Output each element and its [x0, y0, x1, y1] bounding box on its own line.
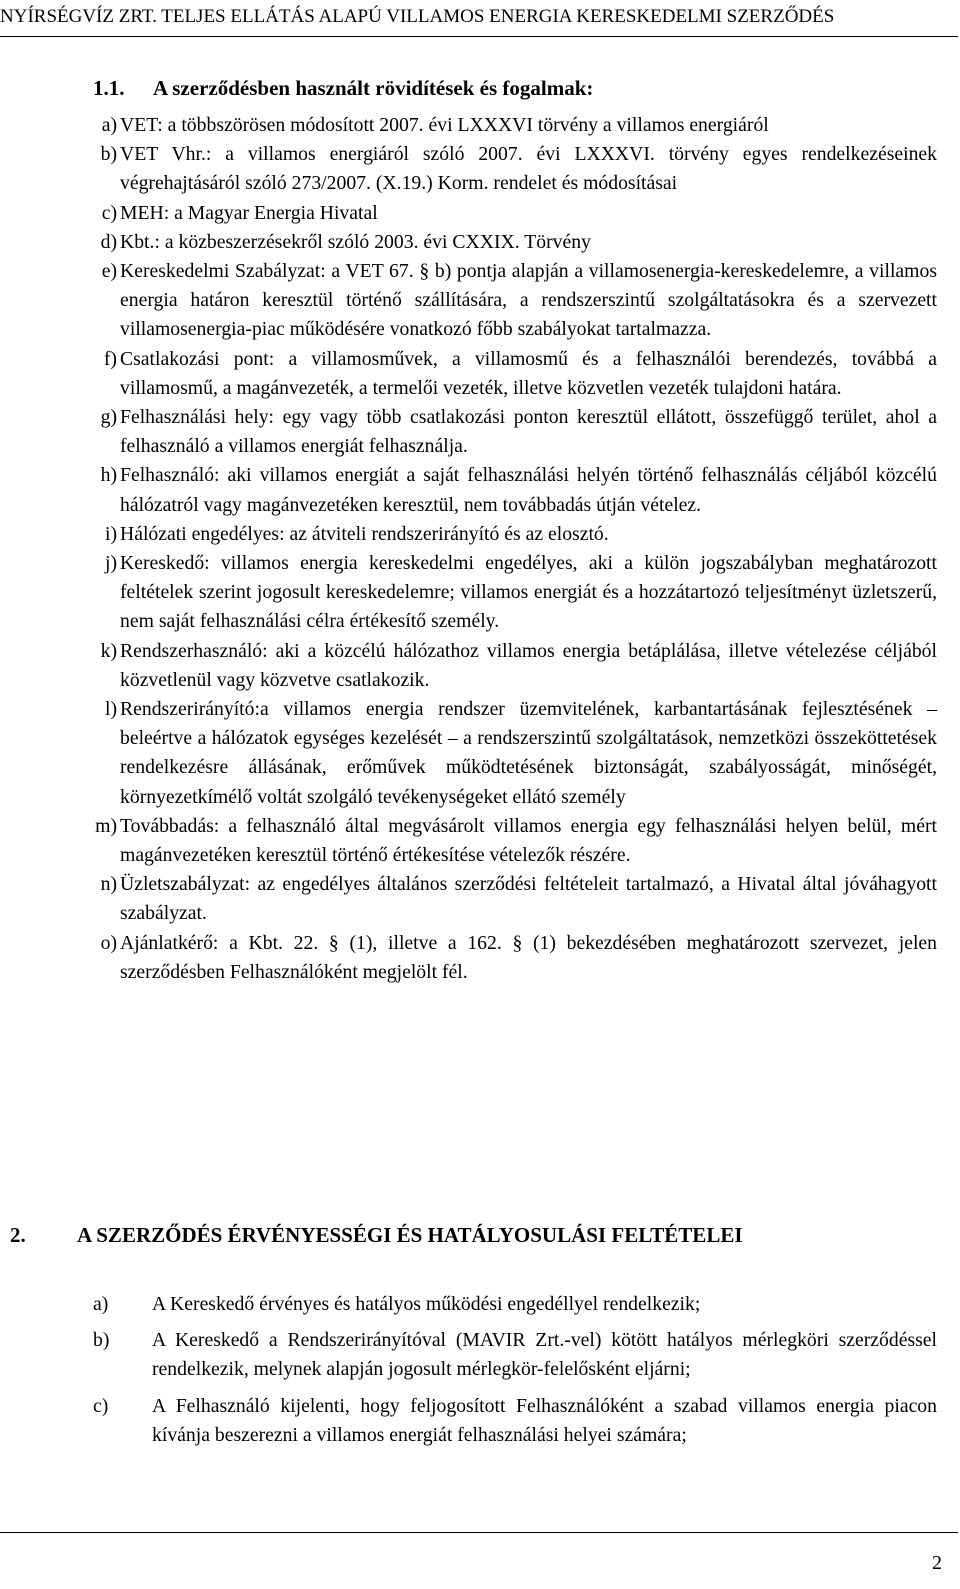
definition-item	[93, 228, 937, 257]
item-label: b)	[93, 1329, 110, 1352]
item-text: Felhasználó: aki villamos energiát a saját felhasználási helyén történő felhasználás céljából közcélú hálózatról vagy magánvezetéken keresztül, nem továbbadás útján vételez.	[120, 464, 937, 516]
item-label: k)	[100, 639, 117, 662]
item-label: c)	[93, 1394, 109, 1417]
item-text: Kereskedő: villamos energia kereskedelmi engedélyes, aki a külön jogszabályban meghatározott feltételek szerint jogosult kereskedelemre; villamos energiát és a hozzátartozó teljesítményt üzletszerű, nem saját felhasználási célra értékesítő személy.	[120, 552, 937, 633]
section-title: A SZERZŐDÉS ÉRVÉNYESSÉGI ÉS HATÁLYOSULÁSI FELTÉTELEI	[77, 1223, 743, 1247]
condition-item	[93, 1290, 937, 1319]
section-number: 1.1.	[93, 76, 125, 100]
item-label: d)	[100, 230, 117, 253]
section-heading-1-1	[93, 76, 593, 100]
item-text: Kbt.: a közbeszerzésekről szóló 2003. évi CXXIX. Törvény	[120, 230, 591, 253]
definition-item	[93, 111, 937, 140]
item-label: a)	[101, 114, 117, 136]
definition-item	[93, 461, 937, 519]
item-text: Ajánlatkérő: a Kbt. 22. § (1), illetve a 162. § (1) bekezdésében meghatározott szervezet, jelen szerződésben Felhasználóként megjelölt fél.	[120, 931, 937, 983]
item-text: A Kereskedő a Rendszerirányítóval (MAVIR Zrt.-vel) kötött hatályos mérlegköri szerződéssel rendelkezik, melynek alapján jogosult mérlegkör-felelősként eljárni;	[152, 1329, 937, 1381]
item-label: a)	[93, 1293, 109, 1315]
definition-item	[93, 812, 937, 870]
item-text: A Felhasználó kijelenti, hogy feljogosított Felhasználóként a szabad villamos energia piacon kívánja beszerezni a villamos energiát felhasználási helyei számára;	[152, 1394, 937, 1446]
definition-item	[93, 520, 937, 549]
item-label: b)	[100, 143, 117, 166]
item-label: l)	[104, 698, 117, 721]
item-text: Csatlakozási pont: a villamosművek, a villamosmű és a felhasználói berendezés, továbbá a villamosmű, a magánvezeték, a termelői vezeték, illetve közvetlen vezeték tulajdoni határa.	[120, 347, 937, 399]
conditions-list	[93, 1290, 937, 1457]
item-label: n)	[100, 873, 117, 896]
item-text: Rendszerirányító:a villamos energia rendszer üzemvitelének, karbantartásának fejlesztésének – beleértve a hálózatok egységes kezelését – a rendszerszintű szolgáltatások, nemzetközi összeköttetések rendelkezésre állásának, erőművek működtetésének biztonságát, szabályosságát, minőségét, környezetkímélő voltát szolgáló tevékenységeket ellátó személy	[120, 698, 937, 808]
item-text: VET: a többszörösen módosított 2007. évi LXXXVI törvény a villamos energiáról	[120, 114, 769, 136]
item-label: m)	[95, 814, 117, 837]
item-text: MEH: a Magyar Energia Hivatal	[120, 201, 378, 224]
definition-item	[93, 549, 937, 637]
definition-item	[93, 140, 937, 198]
footer-rule	[0, 1532, 958, 1533]
definition-item	[93, 870, 937, 928]
item-text: Hálózati engedélyes: az átviteli rendszerirányító és az elosztó.	[120, 522, 609, 545]
section-title: A szerződésben használt rövidítések és fogalmak:	[153, 76, 594, 100]
definition-item	[93, 929, 937, 987]
definition-item	[93, 637, 937, 695]
item-label: o)	[100, 931, 117, 954]
item-text: Továbbadás: a felhasználó által megvásárolt villamos energia egy felhasználási helyen belül, mért magánvezetéken keresztül történő értékesítése vételezők részére.	[120, 814, 937, 867]
item-text: Felhasználási hely: egy vagy több csatlakozási ponton keresztül ellátott, összefüggő terület, ahol a felhasználó a villamos energiát felhasználja.	[120, 406, 937, 458]
section-heading-2	[10, 1222, 940, 1248]
header-rule	[0, 36, 958, 37]
item-text: Kereskedelmi Szabályzat: a VET 67. § b) pontja alapján a villamosenergia-kereskedelemre, a villamos energia határon keresztül történő szállítására, a rendszerszintű szolgáltatásokra és a szervezett villamosenergia-piac működésére vonatkozó főbb szabályokat tartalmazza.	[120, 260, 937, 341]
item-label: e)	[101, 260, 117, 283]
page-number: 2	[932, 1552, 942, 1574]
item-label: g)	[100, 406, 117, 429]
definition-item	[93, 403, 937, 461]
item-label: f)	[103, 347, 117, 370]
item-text: A Kereskedő érvényes és hatályos működési engedéllyel rendelkezik;	[152, 1293, 701, 1315]
item-text: Rendszerhasználó: aki a közcélú hálózathoz villamos energia betáplálása, illetve vételezése céljából közvetlenül vagy közvetve csatlakozik.	[120, 639, 937, 691]
condition-item	[93, 1392, 937, 1450]
item-label: i)	[104, 522, 117, 545]
running-header: NYÍRSÉGVÍZ ZRT. TELJES ELLÁTÁS ALAPÚ VILLAMOS ENERGIA KERESKEDELMI SZERZŐDÉS	[0, 6, 835, 27]
definitions-list	[93, 111, 937, 987]
item-label: h)	[100, 464, 117, 487]
item-label: j)	[104, 552, 117, 575]
definition-item	[93, 695, 937, 812]
condition-item	[93, 1326, 937, 1384]
item-label: c)	[101, 201, 117, 224]
definition-item	[93, 345, 937, 403]
item-text: VET Vhr.: a villamos energiáról szóló 2007. évi LXXXVI. törvény egyes rendelkezéseinek végrehajtásáról szóló 273/2007. (X.19.) Korm. rendelet és módosításai	[120, 143, 937, 195]
definition-item	[93, 199, 937, 228]
item-text: Üzletszabályzat: az engedélyes általános szerződési feltételeit tartalmazó, a Hivatal által jóváhagyott szabályzat.	[120, 873, 937, 925]
definition-item	[93, 257, 937, 345]
section-number: 2.	[10, 1223, 26, 1247]
